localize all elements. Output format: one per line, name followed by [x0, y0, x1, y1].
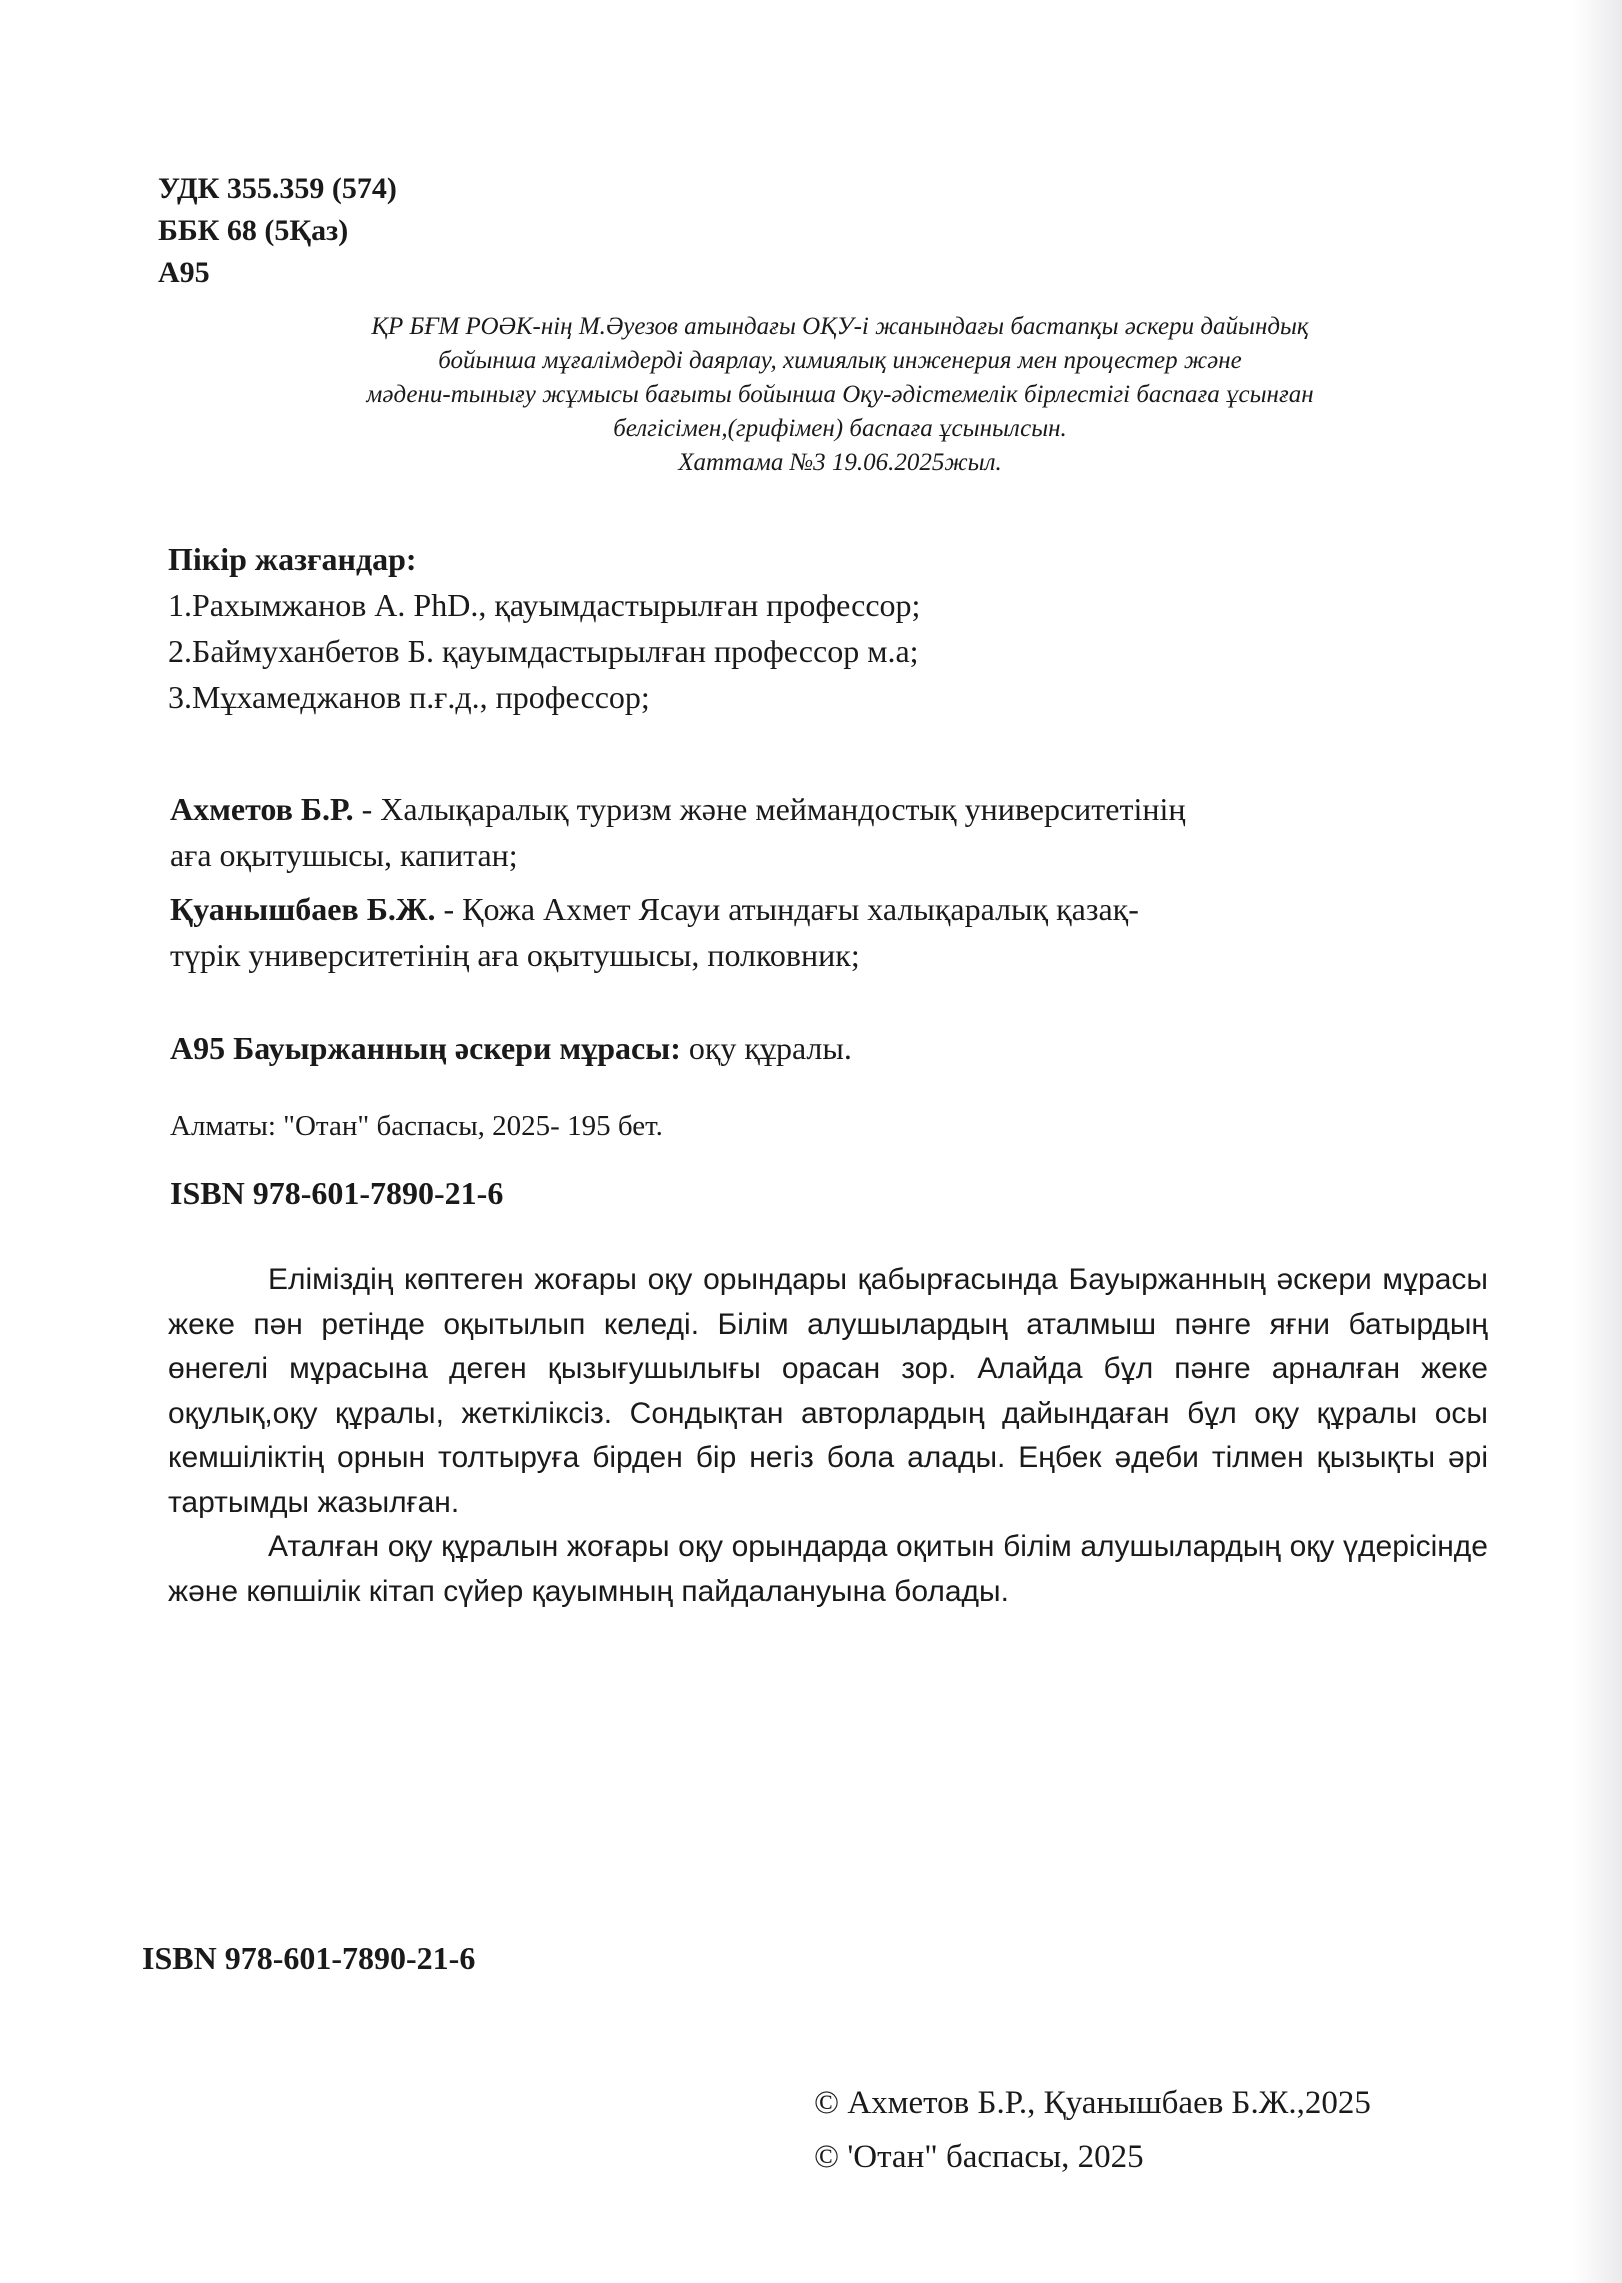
approval-protocol: Хаттама №3 19.06.2025жыл. — [678, 449, 1002, 476]
annotation-paragraph: Еліміздің көптеген жоғары оқу орындары қабырғасында Бауыржанның әскери мұрасы жеке пән ретінде оқытылып келеді. Білім алушылардың аталмыш пәнге яғни батырдың өнегелі мұрасына деген қызығушылығы орасан зор. Алайда бұл пәнге арналған жеке оқулық,оқу құралы, жеткіліксіз. Сондықтан авторлардың дайындаған бұл оқу құралы осы кемшіліктің орнын толтыруға бірден бір негіз бола алады. Еңбек әдеби тілмен қызықты әрі тартымды жазылған. — [168, 1263, 1488, 1519]
author-index: А95 — [158, 256, 210, 289]
reviewer-item: 3.Мұхамеджанов п.ғ.д., профессор; — [168, 679, 650, 715]
classification-codes — [158, 168, 397, 294]
isbn: ISBN 978-601-7890-21-6 — [170, 1175, 504, 1211]
annotation-paragraph: Аталған оқу құралын жоғары оқу орындарда оқитын білім алушылардың оқу үдерісінде және көпшілік кітап сүйер қауымның пайдалануына болады. — [168, 1530, 1488, 1608]
scan-edge-shadow — [1572, 0, 1622, 2283]
book-title-main: А95 Бауыржанның әскери мұрасы: — [170, 1030, 681, 1066]
author-description-cont: аға оқытушысы, капитан; — [170, 837, 518, 873]
author-description: - Халықаралық туризм және меймандостық университетінің — [353, 791, 1186, 827]
author-name: Ахметов Б.Р. — [170, 791, 354, 827]
approval-line: белгісімен,(грифімен) баспаға ұсынылсын. — [613, 415, 1067, 442]
reviewer-item: 1.Рахымжанов А. PhD., қауымдастырылған профессор; — [168, 587, 921, 623]
author-entry — [170, 786, 1470, 832]
approval-statement — [230, 310, 1450, 480]
annotation — [168, 1258, 1488, 1614]
approval-line: бойынша мұғалімдерді даярлау, химиялық инженерия мен процестер және — [438, 347, 1242, 374]
author-description: - Қожа Ахмет Ясауи атындағы халықаралық қазақ- — [435, 891, 1139, 927]
copyright-block — [814, 2076, 1371, 2184]
book-title-subtitle: оқу құралы. — [680, 1030, 852, 1066]
copyright-publisher: © 'Отан" баспасы, 2025 — [814, 2139, 1144, 2175]
reviewers-block — [168, 536, 920, 720]
book-title — [170, 1030, 852, 1067]
author-name: Қуанышбаев Б.Ж. — [170, 891, 436, 927]
copyright-authors: © Ахметов Б.Р., Қуанышбаев Б.Ж.,2025 — [814, 2085, 1371, 2121]
publication-info: Алматы: "Отан" баспасы, 2025- 195 бет. — [170, 1110, 663, 1142]
footer-isbn: ISBN 978-601-7890-21-6 — [142, 1940, 476, 1976]
reviewer-item: 2.Баймуханбетов Б. қауымдастырылған профессор м.а; — [168, 633, 919, 669]
authors-block — [170, 786, 1470, 978]
udk-code: УДК 355.359 (574) — [158, 172, 397, 205]
bbk-code: ББК 68 (5Қаз) — [158, 214, 349, 247]
approval-line: ҚР БҒМ РОӘК-нің М.Әуезов атындағы ОҚУ-і жанындағы бастапқы әскери дайындық — [371, 313, 1309, 340]
approval-line: мәдени-тынығу жұмысы бағыты бойынша Оқу-әдістемелік бірлестігі баспаға ұсынған — [366, 381, 1314, 408]
reviewers-heading: Пікір жазғандар: — [168, 541, 417, 577]
author-entry — [170, 886, 1470, 932]
author-description-cont: түрік университетінің аға оқытушысы, полковник; — [170, 937, 860, 973]
